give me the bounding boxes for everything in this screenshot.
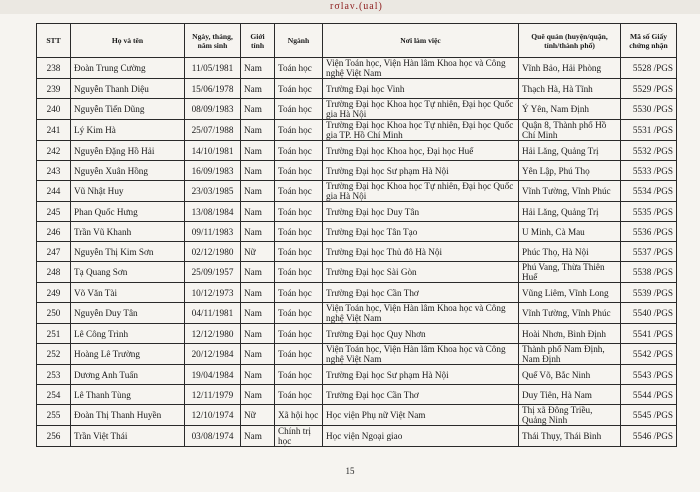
col-header-stt: STT — [37, 24, 71, 58]
cell-dob: 20/12/1984 — [185, 344, 241, 365]
cell-stt: 249 — [37, 283, 71, 303]
cell-field: Toán học — [275, 79, 323, 99]
cell-dob: 12/12/1980 — [185, 324, 241, 344]
cell-hometown: Thái Thụy, Thái Bình — [519, 426, 621, 447]
cell-field: Toán học — [275, 324, 323, 344]
col-header-hometown: Quê quán (huyện/quận, tỉnh/thành phố) — [519, 24, 621, 58]
cell-gender: Nữ — [241, 242, 275, 262]
cell-gender: Nam — [241, 303, 275, 324]
cell-workplace: Trường Đại học Tân Tạo — [323, 222, 519, 242]
table-row — [37, 426, 677, 447]
candidate-table — [36, 23, 677, 447]
cell-stt: 246 — [37, 222, 71, 242]
cell-dob: 11/05/1981 — [185, 58, 241, 79]
cell-workplace: Trường Đại học Cần Thơ — [323, 283, 519, 303]
cell-name: Phan Quốc Hưng — [71, 202, 185, 222]
cell-workplace: Trường Đại học Khoa học Tự nhiên, Đại học Quốc gia Hà Nội — [323, 99, 519, 120]
cell-stt: 245 — [37, 202, 71, 222]
cell-cert: 5530 /PGS — [621, 99, 677, 120]
cell-gender: Nam — [241, 141, 275, 161]
cell-name: Dương Anh Tuấn — [71, 365, 185, 385]
cell-workplace: Trường Đại học Sài Gòn — [323, 262, 519, 283]
top-header-fragment — [0, 0, 700, 14]
cell-cert: 5532 /PGS — [621, 141, 677, 161]
cell-dob: 23/03/1985 — [185, 181, 241, 202]
cell-workplace: Trường Đại học Sư phạm Hà Nội — [323, 161, 519, 181]
cell-dob: 03/08/1974 — [185, 426, 241, 447]
cell-name: Lý Kim Hà — [71, 120, 185, 141]
cell-stt: 239 — [37, 79, 71, 99]
cell-stt: 255 — [37, 405, 71, 426]
cell-stt: 256 — [37, 426, 71, 447]
table-row — [37, 79, 677, 99]
cell-field: Toán học — [275, 181, 323, 202]
cell-gender: Nam — [241, 262, 275, 283]
cell-workplace: Trường Đại học Khoa học Tự nhiên, Đại học Quốc gia TP. Hồ Chí Minh — [323, 120, 519, 141]
header-fragment-text: rσlaν.(ual) — [330, 1, 383, 12]
cell-field: Toán học — [275, 344, 323, 365]
cell-gender: Nam — [241, 283, 275, 303]
table-row — [37, 181, 677, 202]
cell-workplace: Trường Đại học Quy Nhơn — [323, 324, 519, 344]
cell-field: Toán học — [275, 262, 323, 283]
cell-gender: Nam — [241, 120, 275, 141]
cell-field: Toán học — [275, 99, 323, 120]
table-row — [37, 303, 677, 324]
cell-name: Nguyễn Xuân Hồng — [71, 161, 185, 181]
cell-name: Nguyễn Duy Tân — [71, 303, 185, 324]
cell-stt: 241 — [37, 120, 71, 141]
cell-hometown: Thị xã Đông Triều, Quảng Ninh — [519, 405, 621, 426]
table-row — [37, 324, 677, 344]
col-header-field: Ngành — [275, 24, 323, 58]
cell-gender: Nam — [241, 426, 275, 447]
cell-workplace: Viện Toán học, Viện Hàn lâm Khoa học và Công nghệ Việt Nam — [323, 303, 519, 324]
page-number: 15 — [345, 466, 355, 476]
table-row — [37, 385, 677, 405]
cell-name: Lê Công Trình — [71, 324, 185, 344]
cell-field: Toán học — [275, 202, 323, 222]
cell-workplace: Trường Đại học Sư phạm Hà Nội — [323, 365, 519, 385]
cell-cert: 5538 /PGS — [621, 262, 677, 283]
cell-dob: 19/04/1984 — [185, 365, 241, 385]
table-row — [37, 120, 677, 141]
cell-stt: 240 — [37, 99, 71, 120]
col-header-dob: Ngày, tháng, năm sinh — [185, 24, 241, 58]
cell-dob: 25/07/1988 — [185, 120, 241, 141]
cell-cert: 5540 /PGS — [621, 303, 677, 324]
cell-dob: 08/09/1983 — [185, 99, 241, 120]
cell-cert: 5539 /PGS — [621, 283, 677, 303]
cell-name: Tạ Quang Sơn — [71, 262, 185, 283]
cell-stt: 244 — [37, 181, 71, 202]
table-row — [37, 283, 677, 303]
col-header-name: Họ và tên — [71, 24, 185, 58]
cell-stt: 242 — [37, 141, 71, 161]
cell-cert: 5543 /PGS — [621, 365, 677, 385]
cell-cert: 5528 /PGS — [621, 58, 677, 79]
cell-gender: Nam — [241, 79, 275, 99]
cell-field: Toán học — [275, 385, 323, 405]
table-row — [37, 344, 677, 365]
cell-hometown: Phú Vang, Thừa Thiên Huế — [519, 262, 621, 283]
cell-hometown: Duy Tiên, Hà Nam — [519, 385, 621, 405]
cell-stt: 252 — [37, 344, 71, 365]
cell-dob: 10/12/1973 — [185, 283, 241, 303]
cell-workplace: Viện Toán học, Viện Hàn lâm Khoa học và Công nghệ Việt Nam — [323, 58, 519, 79]
cell-field: Toán học — [275, 58, 323, 79]
cell-hometown: Vĩnh Tường, Vĩnh Phúc — [519, 303, 621, 324]
cell-cert: 5537 /PGS — [621, 242, 677, 262]
cell-workplace: Trường Đại học Khoa học, Đại học Huế — [323, 141, 519, 161]
cell-hometown: Yên Lập, Phú Thọ — [519, 161, 621, 181]
cell-field: Toán học — [275, 222, 323, 242]
cell-dob: 14/10/1981 — [185, 141, 241, 161]
cell-workplace: Trường Đại học Duy Tân — [323, 202, 519, 222]
cell-cert: 5535 /PGS — [621, 202, 677, 222]
cell-stt: 251 — [37, 324, 71, 344]
cell-stt: 247 — [37, 242, 71, 262]
cell-gender: Nam — [241, 222, 275, 242]
cell-field: Toán học — [275, 303, 323, 324]
cell-workplace: Học viện Phụ nữ Việt Nam — [323, 405, 519, 426]
cell-cert: 5544 /PGS — [621, 385, 677, 405]
table-header-row — [37, 24, 677, 58]
cell-cert: 5533 /PGS — [621, 161, 677, 181]
cell-hometown: Hoài Nhơn, Bình Định — [519, 324, 621, 344]
cell-name: Vũ Nhật Huy — [71, 181, 185, 202]
cell-stt: 253 — [37, 365, 71, 385]
cell-stt: 250 — [37, 303, 71, 324]
cell-name: Võ Văn Tài — [71, 283, 185, 303]
cell-name: Nguyễn Tiến Dũng — [71, 99, 185, 120]
cell-workplace: Trường Đại học Cần Thơ — [323, 385, 519, 405]
cell-gender: Nam — [241, 344, 275, 365]
cell-name: Nguyễn Đặng Hồ Hải — [71, 141, 185, 161]
cell-stt: 248 — [37, 262, 71, 283]
cell-cert: 5545 /PGS — [621, 405, 677, 426]
cell-cert: 5536 /PGS — [621, 222, 677, 242]
cell-dob: 15/06/1978 — [185, 79, 241, 99]
cell-hometown: Vĩnh Bảo, Hải Phòng — [519, 58, 621, 79]
cell-field: Toán học — [275, 161, 323, 181]
cell-gender: Nam — [241, 99, 275, 120]
cell-hometown: Hải Lăng, Quảng Trị — [519, 202, 621, 222]
cell-hometown: Vũng Liêm, Vĩnh Long — [519, 283, 621, 303]
cell-field: Chính trị học — [275, 426, 323, 447]
col-header-cert: Mã số Giấy chứng nhận — [621, 24, 677, 58]
cell-hometown: Vĩnh Tường, Vĩnh Phúc — [519, 181, 621, 202]
cell-gender: Nam — [241, 161, 275, 181]
cell-cert: 5529 /PGS — [621, 79, 677, 99]
cell-field: Toán học — [275, 242, 323, 262]
cell-hometown: U Minh, Cà Mau — [519, 222, 621, 242]
table-row — [37, 141, 677, 161]
cell-cert: 5546 /PGS — [621, 426, 677, 447]
cell-hometown: Hải Lăng, Quảng Trị — [519, 141, 621, 161]
cell-hometown: Quận 8, Thành phố Hồ Chí Minh — [519, 120, 621, 141]
cell-workplace: Trường Đại học Khoa học Tự nhiên, Đại học Quốc gia Hà Nội — [323, 181, 519, 202]
cell-dob: 16/09/1983 — [185, 161, 241, 181]
cell-workplace: Trường Đại học Vinh — [323, 79, 519, 99]
cell-dob: 13/08/1984 — [185, 202, 241, 222]
cell-hometown: Ý Yên, Nam Định — [519, 99, 621, 120]
cell-gender: Nam — [241, 202, 275, 222]
col-header-workplace: Nơi làm việc — [323, 24, 519, 58]
cell-dob: 12/11/1979 — [185, 385, 241, 405]
cell-field: Toán học — [275, 365, 323, 385]
cell-gender: Nữ — [241, 405, 275, 426]
cell-workplace: Viện Toán học, Viện Hàn lâm Khoa học và Công nghệ Việt Nam — [323, 344, 519, 365]
cell-workplace: Học viện Ngoại giao — [323, 426, 519, 447]
cell-hometown: Thạch Hà, Hà Tĩnh — [519, 79, 621, 99]
cell-gender: Nam — [241, 385, 275, 405]
table-row — [37, 222, 677, 242]
table-body — [37, 58, 677, 447]
cell-field: Xã hội học — [275, 405, 323, 426]
cell-dob: 09/11/1983 — [185, 222, 241, 242]
cell-cert: 5534 /PGS — [621, 181, 677, 202]
table-row — [37, 202, 677, 222]
cell-stt: 238 — [37, 58, 71, 79]
cell-gender: Nam — [241, 324, 275, 344]
cell-cert: 5531 /PGS — [621, 120, 677, 141]
table-row — [37, 262, 677, 283]
cell-field: Toán học — [275, 141, 323, 161]
cell-dob: 12/10/1974 — [185, 405, 241, 426]
cell-field: Toán học — [275, 283, 323, 303]
cell-name: Hoàng Lê Trường — [71, 344, 185, 365]
cell-name: Nguyễn Thị Kim Sơn — [71, 242, 185, 262]
cell-name: Đoàn Thị Thanh Huyền — [71, 405, 185, 426]
table-row — [37, 99, 677, 120]
cell-dob: 04/11/1981 — [185, 303, 241, 324]
cell-name: Đoàn Trung Cường — [71, 58, 185, 79]
cell-cert: 5542 /PGS — [621, 344, 677, 365]
table-row — [37, 405, 677, 426]
cell-dob: 02/12/1980 — [185, 242, 241, 262]
cell-gender: Nam — [241, 58, 275, 79]
table-row — [37, 365, 677, 385]
cell-workplace: Trường Đại học Thủ đô Hà Nội — [323, 242, 519, 262]
table-row — [37, 58, 677, 79]
cell-hometown: Thành phố Nam Định, Nam Định — [519, 344, 621, 365]
cell-cert: 5541 /PGS — [621, 324, 677, 344]
cell-gender: Nam — [241, 365, 275, 385]
cell-gender: Nam — [241, 181, 275, 202]
table-row — [37, 242, 677, 262]
cell-hometown: Quế Võ, Bắc Ninh — [519, 365, 621, 385]
cell-stt: 243 — [37, 161, 71, 181]
cell-name: Nguyễn Thanh Diệu — [71, 79, 185, 99]
col-header-gender: Giới tính — [241, 24, 275, 58]
cell-dob: 25/09/1957 — [185, 262, 241, 283]
table-row — [37, 161, 677, 181]
cell-name: Lê Thanh Tùng — [71, 385, 185, 405]
cell-stt: 254 — [37, 385, 71, 405]
cell-name: Trần Việt Thái — [71, 426, 185, 447]
cell-field: Toán học — [275, 120, 323, 141]
cell-name: Trần Vũ Khanh — [71, 222, 185, 242]
cell-hometown: Phúc Thọ, Hà Nội — [519, 242, 621, 262]
